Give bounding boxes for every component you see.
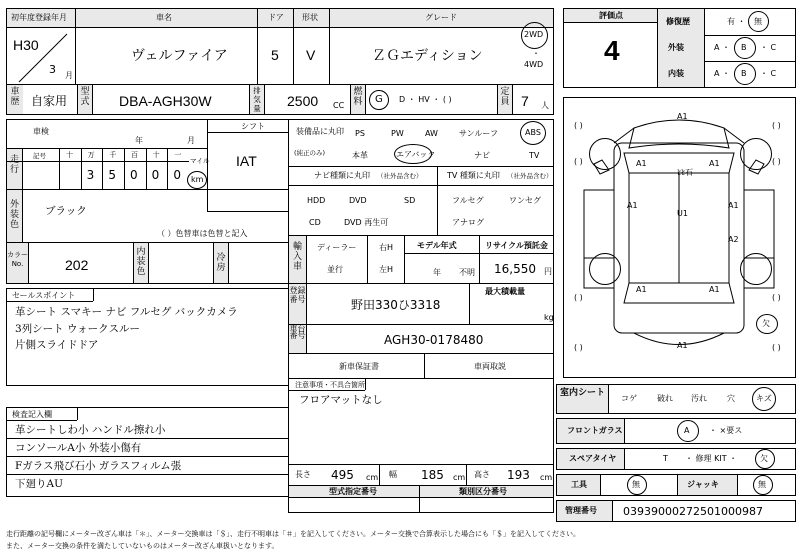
- control-number-row: 管理番号 03939000272501000987: [556, 500, 796, 522]
- mileage-digit-1: 万 3: [81, 149, 103, 189]
- inspector-line-1: 革シートしわ小 ハンドル擦れ小: [15, 424, 166, 436]
- exterior-color: ブラック: [45, 205, 87, 217]
- tire-front-left: [589, 138, 621, 170]
- exterior-grade: B: [741, 43, 747, 52]
- tire-front-right: [740, 138, 772, 170]
- km-unit: km: [191, 175, 204, 184]
- designation-cell: 型式指定番号 類別区分番号: [288, 485, 554, 513]
- warranty-cell: 新車保証書 車両取説: [288, 353, 554, 379]
- exterior-color-cell: 外装色 ブラック （ ）色替車は色替と記入: [6, 189, 289, 243]
- score-value: 4: [604, 35, 620, 66]
- height-value: 193: [507, 468, 530, 482]
- interior-sheet-scratch: キズ: [756, 394, 772, 403]
- registration-cell: 登録番号 野田330ひ3318 最大積載量 kg: [288, 283, 554, 325]
- interior-sheet-row: 室内シート コゲ 破れ 汚れ 穴 キズ: [556, 384, 796, 414]
- grade-value: ＺＧエディション: [372, 47, 483, 63]
- inspector-notes-cell: 検査記入欄 革シートしわ小 ハンドル擦れ小 コンソールA小 外装小傷有 Fガラス飛び石小 ガラスフィルム張 下廻りAU: [6, 407, 289, 497]
- notes-cell: 注意事項・不具合箇所 フロアマットなし: [288, 378, 554, 465]
- grade-cell: ＺＧエディション 2WD ・ 4WD: [329, 27, 554, 85]
- width-value: 185: [421, 468, 444, 482]
- fuel-value: G: [375, 94, 383, 105]
- score-panel: 評価点 4 修復歴 有 ・ 無 外装 A ・ B ・ C 内装 A ・ B ・ C: [563, 8, 796, 88]
- control-number: 03939000272501000987: [623, 505, 763, 518]
- sales-line-2: 3列シート ウォークスルー: [15, 323, 140, 335]
- drive-2wd: 2WD: [524, 30, 544, 39]
- mileage-digit-3: 百 0: [124, 149, 146, 189]
- tire-rear-right: [740, 253, 772, 285]
- interior-grade: B: [741, 69, 747, 78]
- mileage-digit-5: 一 0: [167, 149, 189, 189]
- era-year: H30: [13, 37, 39, 53]
- shape-cell: [293, 27, 330, 85]
- chip-note: ﾋﾋ石: [677, 168, 693, 177]
- spare-tire-row: スペアタイヤ T ・ 修理 KIT ・ 欠: [556, 448, 796, 470]
- inspector-line-2: コンソールA小 外装小傷有: [15, 442, 142, 454]
- header-door: ドア: [257, 8, 294, 28]
- length-value: 495: [331, 468, 354, 482]
- displacement-value: 2500: [287, 93, 319, 109]
- usage-value: 自家用: [31, 94, 68, 108]
- sales-line-1: 革シート スマキー ナビ フルセグ バックカメラ: [15, 306, 238, 318]
- mileage-digits: [59, 149, 189, 189]
- sales-line-3: 片側スライドドア: [15, 339, 99, 351]
- chassis-cell: 車台番号 AGH30-0178480: [288, 324, 554, 354]
- mileage-digit-2: 千 5: [102, 149, 124, 189]
- inspector-line-3: Fガラス飛び石小 ガラスフィルム張: [15, 460, 182, 472]
- mileage-digit-4: 十 0: [146, 149, 168, 189]
- model-value: DBA-AGH30W: [119, 93, 212, 109]
- door-cell: [257, 27, 294, 85]
- jack-value: 無: [758, 480, 766, 489]
- footer-note-2: また、メーター交換の条件を満たしていないものはメーター改ざん車扱いとなります。: [6, 542, 279, 550]
- spec-row: 車歴 自家用 型式 DBA-AGH30W 排気量 2500 CC 燃料 G D ・ HV ・ ( ) 定員 7 人: [6, 84, 554, 115]
- car-name: ヴェルファイア: [131, 47, 228, 63]
- tire-rear-left: [589, 253, 621, 285]
- car-name-cell: [75, 27, 258, 85]
- notes-text: フロアマットなし: [299, 394, 383, 406]
- import-cell: 輸入車 ディーラー 並行 右H 左H モデル年式 年 不明 リサイクル預託金 16,550 円: [288, 235, 554, 284]
- sales-points-cell: セールスポイント 革シート スマキー ナビ フルセグ バックカメラ 3列シート ウォークスルー 片側スライドドア: [6, 288, 289, 386]
- windshield-grade: A: [684, 426, 690, 435]
- spare-missing: 欠: [760, 454, 768, 463]
- damage-diagram: A1 A1 A1 A1 A1 U1 A2 A1 A1 A1 ﾋﾋ石 欠 ( ) ( ) ( ) ( ) ( ) ( ) ( ) ( ): [563, 97, 796, 378]
- tools-value: 無: [632, 480, 640, 489]
- header-shape: 形状: [293, 8, 330, 28]
- tools-row: 工具 無 ジャッキ 無: [556, 474, 796, 496]
- inspection-cell: 車検 年 月: [6, 119, 208, 149]
- repair-none: 無: [754, 17, 762, 26]
- header-first-reg: 初年度登録年月: [6, 8, 76, 28]
- inspector-line-4: 下廻りAU: [15, 478, 63, 490]
- shift-value: IAT: [236, 153, 257, 169]
- dimensions-cell: 長さ 495 cm 幅 185 cm 高さ 193 cm: [288, 464, 554, 486]
- drive-4wd: 4WD: [524, 60, 544, 69]
- shape-value: V: [306, 47, 316, 63]
- mileage-cell: 走行 記号 十 万 3 千 5 百 0 十 0 一 0 マイル km: [6, 148, 208, 190]
- header-car-name: 車名: [75, 8, 258, 28]
- missing-mark: 欠: [762, 319, 770, 328]
- navi-tv-cell: ナビ種類に丸印 （社外品含む） HDD DVD SD CD DVD 再生可 TV 種類に丸印 （社外品含む） フルセグ ワンセグ アナログ: [288, 166, 554, 236]
- chassis-value: AGH30-0178480: [384, 333, 484, 347]
- color-no-value: 202: [65, 257, 89, 273]
- mileage-digit-0: 十: [59, 149, 81, 189]
- footer-note-1: 走行距離の記号欄にメーター改ざん車は「＊」、メーター交換車は「＄」、走行不明車は「＃」を記入してください。メーター交換で合算表示した場合にも「＄」を記入してください。: [6, 530, 580, 538]
- header-grade: グレード: [329, 8, 554, 28]
- first-reg-cell: H30 3 月: [6, 27, 76, 85]
- windshield-row: フロントガラス A ・ ×要ス: [556, 418, 796, 444]
- registration-value: 野田330ひ3318: [351, 298, 441, 312]
- equipment-cell: 装備品に丸印 (純正のみ) PS PW AW サンルーフ ABS 本革 エアバック ナビ TV: [288, 119, 554, 167]
- color-no-cell: カラーNo. 202 内装色 冷房: [6, 242, 289, 284]
- reg-month: 3: [49, 63, 56, 76]
- shift-cell: シフト IAT: [207, 119, 289, 212]
- capacity-value: 7: [521, 93, 529, 109]
- recycle-value: 16,550: [494, 262, 536, 276]
- door-count: 5: [271, 47, 279, 63]
